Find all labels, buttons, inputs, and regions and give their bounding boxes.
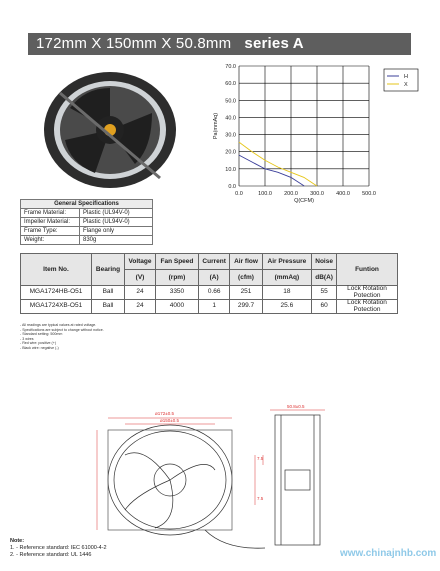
cell: Lock Rotation Potection (337, 300, 398, 314)
unit-voltage: (V) (125, 270, 156, 286)
watermark: www.chinajnhb.com (340, 548, 437, 559)
cell: 251 (230, 286, 262, 300)
unit-current: (A) (198, 270, 230, 286)
table-row (21, 286, 398, 300)
cell: 24 (125, 286, 156, 300)
banner-series: series A (244, 35, 304, 52)
cell: 4000 (156, 300, 199, 314)
cell: Ball (92, 300, 125, 314)
spec-value: Plastic (UL94V-0) (80, 209, 153, 218)
series-line-x (239, 142, 317, 186)
col-function: Funtion (337, 254, 398, 286)
x-tick-label: 400.0 (336, 191, 350, 197)
cell: 24 (125, 300, 156, 314)
cell: 0.66 (198, 286, 230, 300)
dim-label: ø172±0.5 (155, 411, 174, 416)
y-tick-label: 60.0 (225, 81, 236, 88)
general-specifications-table (20, 199, 153, 245)
note-line: - All readings are typical values at rated voltage. (20, 323, 97, 327)
table-row (21, 300, 398, 314)
cell: 3350 (156, 286, 199, 300)
dim-label: 7.5 (257, 496, 264, 501)
unit-speed: (rpm) (156, 270, 199, 286)
col-item-no: Item No. (21, 254, 92, 286)
col-noise: Noise (312, 254, 337, 270)
note-item: 2. - Reference standard: UL 1446 (10, 552, 92, 558)
spec-label: Weight: (21, 236, 80, 245)
spec-value: Flange only (80, 227, 153, 236)
note-line: - Black wire: negative (-) (20, 345, 59, 350)
dim-label: ø150±0.5 (160, 418, 179, 423)
y-axis-label: Pa(mmAq) (213, 112, 219, 140)
col-fan-speed: Fan Speed (156, 254, 199, 270)
cell: MGA1724XB-O51 (21, 300, 92, 314)
title-banner (28, 33, 411, 55)
spec-label: Impeller Material: (21, 218, 80, 227)
notes-title: Note: (10, 538, 25, 544)
note-line: - Red wire: positive (+) (20, 341, 57, 346)
col-current: Current (198, 254, 230, 270)
y-tick-label: 50.0 (225, 98, 236, 105)
spec-value: Plastic (UL94V-0) (80, 218, 153, 227)
fine-notes (20, 323, 104, 351)
cell: MGA1724HB-O51 (21, 286, 92, 300)
performance-chart (205, 60, 430, 210)
x-tick-label: 200.0 (284, 191, 298, 197)
unit-airflow: (cfm) (230, 270, 262, 286)
y-tick-label: 20.0 (225, 149, 236, 156)
y-tick-label: 40.0 (225, 115, 236, 122)
cell: Ball (92, 286, 125, 300)
note-line: - 3 wires (20, 336, 34, 341)
cell: 55 (312, 286, 337, 300)
x-axis-label: Q(CFM) (294, 198, 314, 204)
spec-value: 830g (80, 236, 153, 245)
dim-label: 7.5 (257, 456, 264, 461)
col-bearing: Bearing (92, 254, 125, 286)
col-voltage: Voltage (125, 254, 156, 270)
y-tick-label: 30.0 (225, 132, 236, 139)
unit-pressure: (mmAq) (262, 270, 312, 286)
cell: 1 (198, 300, 230, 314)
fan-photo (40, 68, 180, 193)
dim-label: 50.8±0.5 (287, 404, 305, 409)
y-tick-label: 10.0 (225, 166, 236, 173)
x-tick-label: 0.0 (235, 191, 243, 197)
spec-title: General Specifications (21, 200, 153, 209)
dimension-drawing (85, 400, 345, 550)
x-tick-label: 500.0 (362, 191, 376, 197)
spec-label: Frame Type: (21, 227, 80, 236)
cell: 18 (262, 286, 312, 300)
fan-model-table (20, 253, 398, 314)
note-line: - Specifications are subject to change without notice. (20, 327, 104, 332)
unit-noise: dB(A) (312, 270, 337, 286)
x-tick-label: 300.0 (310, 191, 324, 197)
col-air-pressure: Air Pressure (262, 254, 312, 270)
legend-box (384, 69, 418, 91)
legend-label: H (404, 74, 408, 80)
cell: 25.6 (262, 300, 312, 314)
note-line: - Standard setting: 500mm (20, 332, 63, 337)
x-tick-label: 100.0 (258, 191, 272, 197)
note-item: 1. - Reference standard: IEC 61000-4-2 (10, 545, 107, 551)
spec-label: Frame Material: (21, 209, 80, 218)
banner-title: 172mm X 150mm X 50.8mm (36, 35, 232, 52)
y-tick-label: 0.0 (228, 184, 236, 190)
cell: Lock Rotation Potection (337, 286, 398, 300)
series-line-h (239, 155, 304, 186)
cell: 60 (312, 300, 337, 314)
y-tick-label: 70.0 (225, 64, 236, 70)
cell: 299.7 (230, 300, 262, 314)
legend-label: X (404, 82, 408, 88)
bottom-notes (10, 538, 107, 559)
col-air-flow: Air flow (230, 254, 262, 270)
